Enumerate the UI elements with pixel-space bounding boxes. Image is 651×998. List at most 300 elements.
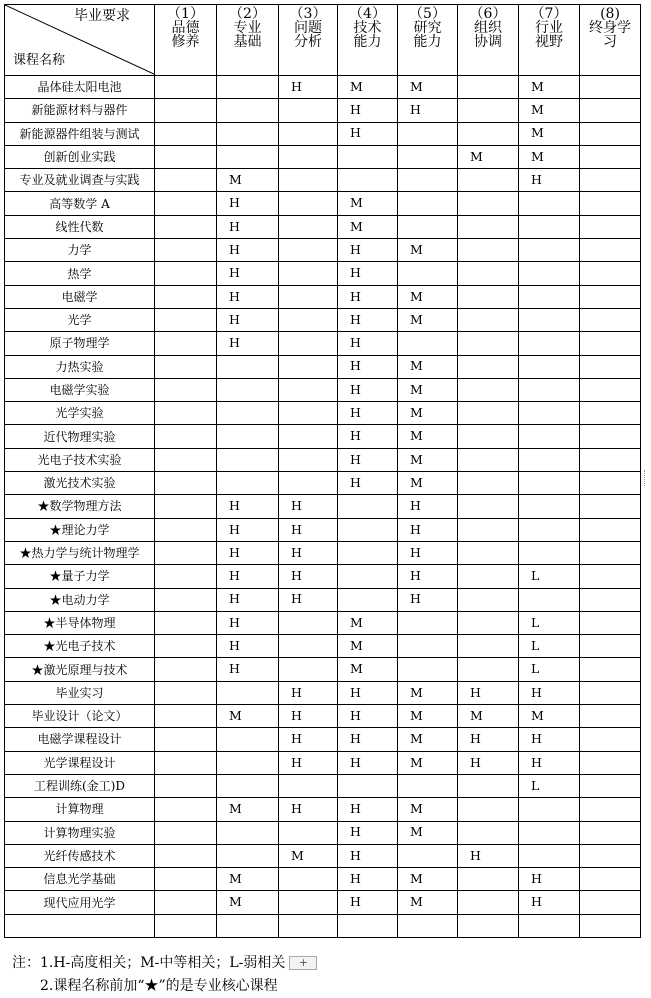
table-row	[5, 774, 641, 797]
relevance-cell	[458, 308, 519, 331]
relevance-cell	[580, 472, 641, 495]
relevance-cell	[458, 76, 519, 99]
relevance-cell: M	[217, 169, 279, 192]
relevance-cell	[217, 844, 279, 867]
relevance-cell	[580, 215, 641, 238]
course-name-cell: 原子物理学	[5, 332, 155, 355]
relevance-cell	[155, 728, 217, 751]
relevance-cell	[155, 821, 217, 844]
relevance-cell: M	[398, 378, 458, 401]
relevance-cell	[398, 192, 458, 215]
diagonal-header-cell	[5, 5, 155, 76]
table-row	[5, 751, 641, 774]
relevance-cell	[519, 425, 580, 448]
table-row	[5, 145, 641, 168]
relevance-cell: H	[217, 658, 279, 681]
relevance-cell	[155, 565, 217, 588]
relevance-cell: M	[398, 472, 458, 495]
table-row	[5, 891, 641, 914]
relevance-cell: M	[338, 76, 398, 99]
relevance-cell	[155, 751, 217, 774]
course-name-cell: ★激光原理与技术	[5, 658, 155, 681]
course-name-cell: 现代应用光学	[5, 891, 155, 914]
relevance-cell	[458, 215, 519, 238]
relevance-cell	[155, 844, 217, 867]
relevance-cell	[580, 145, 641, 168]
table-row	[5, 798, 641, 821]
relevance-cell	[580, 705, 641, 728]
notes	[12, 952, 317, 998]
relevance-cell	[580, 914, 641, 937]
relevance-cell	[279, 378, 338, 401]
relevance-cell: H	[338, 448, 398, 471]
relevance-cell	[155, 332, 217, 355]
table-row	[5, 239, 641, 262]
relevance-cell: H	[217, 635, 279, 658]
relevance-cell	[580, 308, 641, 331]
table-row	[5, 565, 641, 588]
relevance-cell	[155, 122, 217, 145]
relevance-cell	[519, 378, 580, 401]
relevance-cell	[458, 914, 519, 937]
relevance-cell	[580, 518, 641, 541]
relevance-cell	[217, 355, 279, 378]
relevance-cell	[458, 402, 519, 425]
relevance-cell	[279, 262, 338, 285]
relevance-cell	[580, 565, 641, 588]
relevance-cell: H	[338, 378, 398, 401]
relevance-cell	[519, 192, 580, 215]
relevance-cell	[398, 169, 458, 192]
course-name-cell: ★热力学与统计物理学	[5, 541, 155, 564]
relevance-cell: H	[217, 332, 279, 355]
relevance-cell	[279, 774, 338, 797]
relevance-cell: H	[279, 681, 338, 704]
table-row	[5, 541, 641, 564]
relevance-cell: M	[279, 844, 338, 867]
relevance-cell	[580, 774, 641, 797]
course-name-cell: 光学	[5, 308, 155, 331]
relevance-cell	[217, 751, 279, 774]
relevance-cell: H	[398, 99, 458, 122]
relevance-cell: H	[338, 332, 398, 355]
relevance-cell: M	[398, 681, 458, 704]
course-name-cell: 光电子技术实验	[5, 448, 155, 471]
relevance-cell	[458, 565, 519, 588]
course-name-cell: 电磁学课程设计	[5, 728, 155, 751]
relevance-cell	[155, 588, 217, 611]
course-name-cell: 力热实验	[5, 355, 155, 378]
relevance-cell	[580, 76, 641, 99]
relevance-cell	[519, 518, 580, 541]
relevance-cell	[580, 285, 641, 308]
table-row	[5, 402, 641, 425]
relevance-cell	[519, 262, 580, 285]
course-name-cell: 专业及就业调查与实践	[5, 169, 155, 192]
relevance-cell	[580, 635, 641, 658]
relevance-cell	[458, 774, 519, 797]
relevance-cell: H	[279, 588, 338, 611]
relevance-cell	[155, 472, 217, 495]
relevance-cell: H	[217, 611, 279, 634]
relevance-cell	[580, 378, 641, 401]
resize-guide	[644, 470, 651, 486]
relevance-cell: L	[519, 774, 580, 797]
relevance-cell: M	[217, 705, 279, 728]
relevance-cell: H	[217, 215, 279, 238]
relevance-cell: H	[398, 541, 458, 564]
relevance-cell: H	[338, 891, 398, 914]
relevance-cell: M	[398, 239, 458, 262]
relevance-cell	[155, 76, 217, 99]
relevance-cell	[217, 425, 279, 448]
relevance-cell: M	[217, 891, 279, 914]
relevance-cell	[580, 588, 641, 611]
table-row	[5, 76, 641, 99]
relevance-cell	[458, 635, 519, 658]
relevance-cell: M	[398, 355, 458, 378]
relevance-cell	[458, 611, 519, 634]
course-name-cell: 创新创业实践	[5, 145, 155, 168]
relevance-cell: H	[338, 728, 398, 751]
relevance-cell: M	[217, 798, 279, 821]
relevance-cell	[519, 821, 580, 844]
relevance-cell	[458, 99, 519, 122]
relevance-cell	[279, 868, 338, 891]
relevance-cell: M	[519, 99, 580, 122]
table-row	[5, 332, 641, 355]
relevance-cell: L	[519, 565, 580, 588]
course-name-cell: 线性代数	[5, 215, 155, 238]
course-name-cell: ★理论力学	[5, 518, 155, 541]
course-name-cell: ★光电子技术	[5, 635, 155, 658]
relevance-cell	[519, 215, 580, 238]
relevance-cell	[155, 402, 217, 425]
relevance-cell	[580, 658, 641, 681]
relevance-cell	[279, 239, 338, 262]
relevance-cell: H	[217, 262, 279, 285]
add-row-button[interactable]: +	[289, 956, 317, 970]
relevance-cell: H	[279, 541, 338, 564]
note-line-2: 2.课程名称前加“★”的是专业核心课程	[40, 978, 278, 994]
course-name-cell: 光学课程设计	[5, 751, 155, 774]
relevance-cell: H	[279, 728, 338, 751]
course-name-cell: 计算物理实验	[5, 821, 155, 844]
relevance-cell	[279, 99, 338, 122]
relevance-cell	[580, 541, 641, 564]
relevance-cell	[458, 448, 519, 471]
table-row	[5, 215, 641, 238]
table-row	[5, 821, 641, 844]
table-row	[5, 262, 641, 285]
relevance-cell	[279, 635, 338, 658]
course-name-cell: 计算物理	[5, 798, 155, 821]
relevance-cell	[398, 611, 458, 634]
table-row	[5, 705, 641, 728]
relevance-cell	[217, 472, 279, 495]
relevance-cell	[519, 285, 580, 308]
relevance-cell	[398, 215, 458, 238]
relevance-cell: H	[338, 472, 398, 495]
relevance-cell: M	[458, 145, 519, 168]
relevance-cell	[155, 611, 217, 634]
relevance-cell	[217, 378, 279, 401]
relevance-cell: H	[338, 239, 398, 262]
relevance-cell	[580, 891, 641, 914]
relevance-cell	[279, 145, 338, 168]
course-name-cell: 激光技术实验	[5, 472, 155, 495]
relevance-cell: H	[519, 681, 580, 704]
header-col-5: （5） 研究 能力	[398, 5, 458, 76]
relevance-cell	[458, 541, 519, 564]
table-row	[5, 192, 641, 215]
course-name-cell: 信息光学基础	[5, 868, 155, 891]
course-name-cell: ★量子力学	[5, 565, 155, 588]
relevance-cell: H	[217, 518, 279, 541]
relevance-cell: H	[217, 565, 279, 588]
relevance-cell: H	[279, 518, 338, 541]
relevance-cell	[458, 285, 519, 308]
relevance-cell	[338, 518, 398, 541]
relevance-cell	[458, 239, 519, 262]
relevance-cell: H	[458, 844, 519, 867]
relevance-cell: H	[458, 751, 519, 774]
relevance-cell: H	[338, 681, 398, 704]
header-col-4: （4） 技术 能力	[338, 5, 398, 76]
relevance-cell	[580, 681, 641, 704]
relevance-cell	[519, 355, 580, 378]
table-row	[5, 588, 641, 611]
table-row	[5, 495, 641, 518]
relevance-cell	[519, 472, 580, 495]
relevance-cell	[155, 285, 217, 308]
relevance-cell: M	[519, 122, 580, 145]
relevance-cell	[338, 914, 398, 937]
relevance-cell: M	[519, 705, 580, 728]
relevance-cell	[458, 425, 519, 448]
relevance-cell	[155, 239, 217, 262]
relevance-cell	[580, 798, 641, 821]
relevance-cell	[155, 99, 217, 122]
relevance-cell	[398, 262, 458, 285]
relevance-cell	[155, 681, 217, 704]
relevance-cell	[338, 774, 398, 797]
relevance-cell: L	[519, 611, 580, 634]
relevance-cell	[155, 215, 217, 238]
relevance-cell	[338, 145, 398, 168]
relevance-cell	[155, 262, 217, 285]
relevance-cell	[279, 285, 338, 308]
relevance-cell	[580, 425, 641, 448]
relevance-cell	[338, 495, 398, 518]
relevance-cell: H	[338, 99, 398, 122]
header-col-2: （2） 专业 基础	[217, 5, 279, 76]
relevance-cell: H	[398, 495, 458, 518]
table-row	[5, 99, 641, 122]
relevance-cell	[580, 332, 641, 355]
course-name-cell: 新能源器件组装与测试	[5, 122, 155, 145]
relevance-cell	[217, 145, 279, 168]
table-row	[5, 914, 641, 937]
relevance-cell	[458, 332, 519, 355]
course-name-cell: 近代物理实验	[5, 425, 155, 448]
relevance-cell	[217, 681, 279, 704]
relevance-cell	[519, 798, 580, 821]
relevance-cell	[580, 611, 641, 634]
relevance-cell	[279, 914, 338, 937]
relevance-cell	[338, 169, 398, 192]
relevance-cell	[458, 798, 519, 821]
relevance-cell: H	[338, 844, 398, 867]
relevance-cell: H	[458, 681, 519, 704]
relevance-cell	[519, 402, 580, 425]
table-row	[5, 728, 641, 751]
relevance-cell	[338, 588, 398, 611]
relevance-cell	[155, 774, 217, 797]
table-row	[5, 169, 641, 192]
header-col-6: （6） 组织 协调	[458, 5, 519, 76]
course-name-cell: 光学实验	[5, 402, 155, 425]
table-row	[5, 658, 641, 681]
table-row	[5, 844, 641, 867]
relevance-cell	[338, 541, 398, 564]
relevance-cell	[155, 868, 217, 891]
table-row	[5, 518, 641, 541]
relevance-cell: H	[458, 728, 519, 751]
table-body	[5, 76, 641, 938]
course-name-cell: 力学	[5, 239, 155, 262]
relevance-cell	[155, 914, 217, 937]
relevance-cell: M	[398, 402, 458, 425]
relevance-cell: H	[398, 565, 458, 588]
relevance-cell	[155, 658, 217, 681]
relevance-cell	[217, 402, 279, 425]
relevance-cell	[155, 355, 217, 378]
relevance-cell: M	[398, 285, 458, 308]
relevance-cell: H	[279, 495, 338, 518]
relevance-cell	[155, 378, 217, 401]
header-requirement-label: 毕业要求	[74, 8, 130, 24]
relevance-cell	[580, 868, 641, 891]
relevance-cell: M	[398, 448, 458, 471]
relevance-cell	[155, 145, 217, 168]
header-col-7: （7） 行业 视野	[519, 5, 580, 76]
relevance-cell: H	[338, 262, 398, 285]
relevance-cell	[580, 751, 641, 774]
table-row	[5, 122, 641, 145]
relevance-cell: H	[338, 425, 398, 448]
relevance-cell	[458, 518, 519, 541]
relevance-cell: M	[398, 868, 458, 891]
header-course-label: 课程名称	[13, 53, 66, 68]
course-name-cell	[5, 914, 155, 937]
course-matrix	[4, 4, 641, 938]
relevance-cell: M	[398, 76, 458, 99]
relevance-cell: M	[398, 821, 458, 844]
relevance-cell	[519, 239, 580, 262]
relevance-cell	[279, 611, 338, 634]
relevance-cell: H	[279, 705, 338, 728]
course-name-cell: 毕业设计（论文）	[5, 705, 155, 728]
relevance-cell	[279, 355, 338, 378]
relevance-cell: H	[217, 495, 279, 518]
relevance-cell: M	[519, 76, 580, 99]
relevance-cell	[155, 495, 217, 518]
relevance-cell: H	[519, 728, 580, 751]
course-name-cell: 晶体硅太阳电池	[5, 76, 155, 99]
relevance-cell	[580, 402, 641, 425]
relevance-cell	[458, 658, 519, 681]
course-name-cell: 毕业实习	[5, 681, 155, 704]
table-row	[5, 378, 641, 401]
relevance-cell	[155, 169, 217, 192]
relevance-cell	[217, 76, 279, 99]
relevance-cell	[155, 798, 217, 821]
header-row	[5, 5, 641, 76]
header-col-3: （3） 问题 分析	[279, 5, 338, 76]
course-name-cell: 高等数学 A	[5, 192, 155, 215]
relevance-cell	[519, 541, 580, 564]
relevance-cell: M	[338, 658, 398, 681]
relevance-cell	[155, 541, 217, 564]
relevance-cell	[279, 308, 338, 331]
relevance-cell: H	[279, 565, 338, 588]
relevance-cell: M	[398, 425, 458, 448]
relevance-cell: M	[398, 728, 458, 751]
relevance-cell: L	[519, 635, 580, 658]
relevance-cell	[279, 425, 338, 448]
relevance-cell: H	[519, 891, 580, 914]
relevance-cell: H	[217, 239, 279, 262]
table-row	[5, 448, 641, 471]
relevance-cell: M	[398, 891, 458, 914]
relevance-cell	[279, 215, 338, 238]
course-name-cell: 电磁学实验	[5, 378, 155, 401]
relevance-cell	[519, 332, 580, 355]
relevance-cell	[279, 821, 338, 844]
relevance-cell	[155, 635, 217, 658]
table-row	[5, 425, 641, 448]
relevance-cell: H	[217, 308, 279, 331]
relevance-cell: H	[338, 122, 398, 145]
relevance-cell	[458, 472, 519, 495]
relevance-cell: H	[519, 868, 580, 891]
relevance-cell	[398, 122, 458, 145]
relevance-cell	[217, 821, 279, 844]
relevance-cell	[279, 891, 338, 914]
relevance-cell	[458, 821, 519, 844]
relevance-cell	[458, 495, 519, 518]
relevance-cell	[580, 239, 641, 262]
requirements-table	[4, 4, 641, 938]
relevance-cell	[458, 868, 519, 891]
relevance-cell: H	[338, 705, 398, 728]
relevance-cell: H	[338, 751, 398, 774]
relevance-cell: H	[338, 355, 398, 378]
relevance-cell: H	[338, 308, 398, 331]
relevance-cell	[519, 448, 580, 471]
course-name-cell: 热学	[5, 262, 155, 285]
table-row	[5, 681, 641, 704]
relevance-cell	[458, 588, 519, 611]
relevance-cell: H	[398, 588, 458, 611]
relevance-cell: H	[217, 192, 279, 215]
relevance-cell: M	[338, 192, 398, 215]
note-line-1: 注：1.H-高度相关；M-中等相关；L-弱相关 +	[12, 952, 317, 975]
relevance-cell	[279, 122, 338, 145]
relevance-cell	[580, 728, 641, 751]
relevance-cell	[217, 914, 279, 937]
